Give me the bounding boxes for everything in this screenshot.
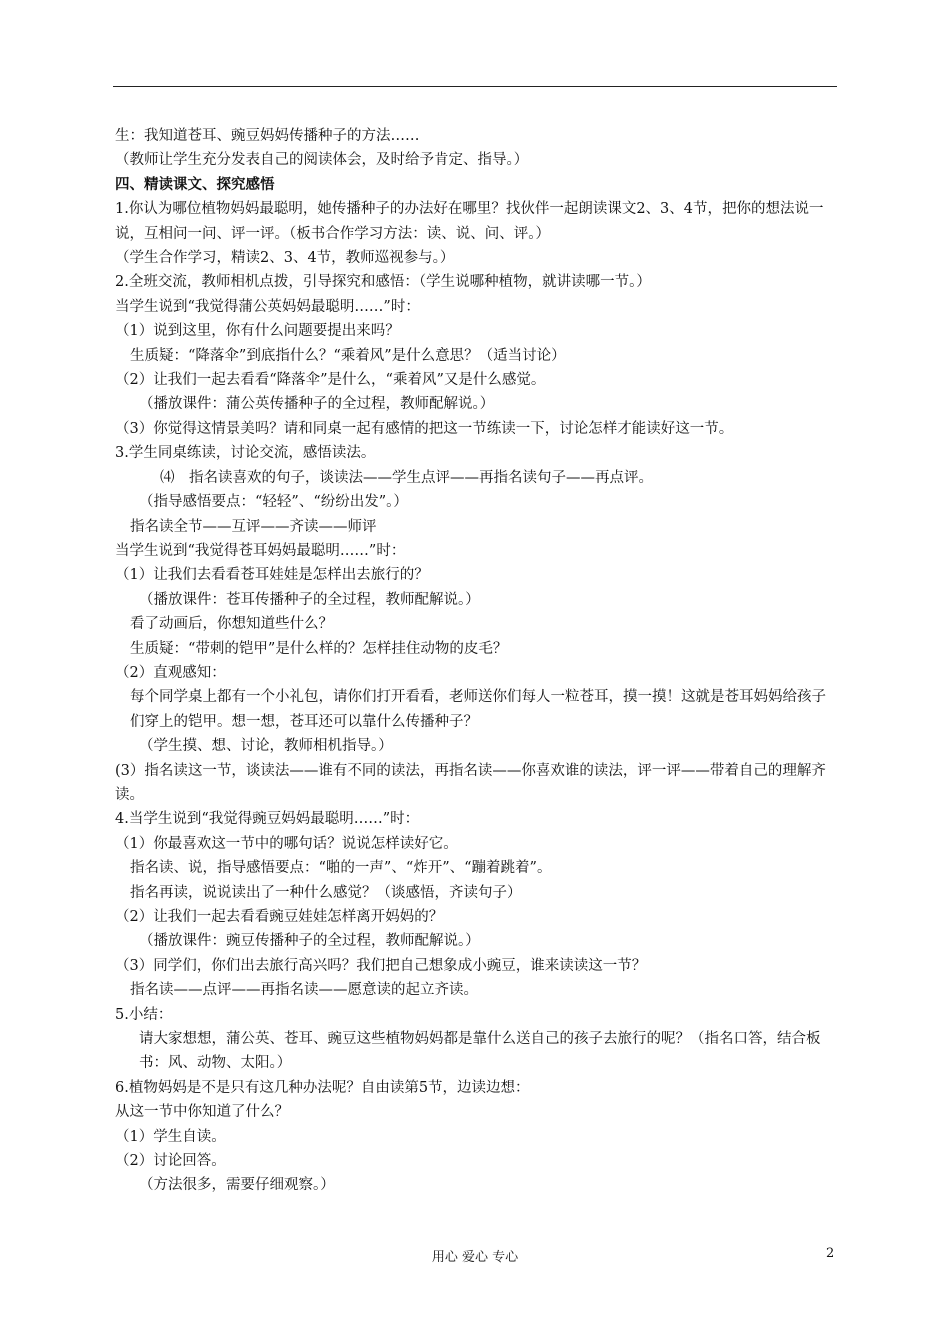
text-line: （1）让我们去看看苍耳娃娃是怎样出去旅行的？ <box>115 567 429 584</box>
page-number: 2 <box>826 1246 835 1261</box>
text-line: （学生合作学习，精读2、3、4节，教师巡视参与。） <box>115 250 455 267</box>
text-line: （1）说到这里，你有什么问题要提出来吗？ <box>115 323 400 340</box>
text-line: 指名再读，说说读出了一种什么感觉？（谈感悟，齐读句子） <box>130 884 522 901</box>
text-line: （3）你觉得这情景美吗？请和同桌一起有感情的把这一节练读一下，讨论怎样才能读好这一节。 <box>115 420 734 437</box>
page-footer: 用心 爱心 专心 <box>431 1250 519 1265</box>
text-line: 当学生说到“我觉得苍耳妈妈最聪明……”时： <box>115 542 406 559</box>
text-line: （3）同学们，你们出去旅行高兴吗？我们把自己想象成小豌豆，谁来读读这一节？ <box>115 957 647 974</box>
text-line: 指名读、说，指导感悟要点：“啪的一声”、“炸开”、“蹦着跳着”。 <box>130 860 552 877</box>
text-line: （2）让我们一起去看看豌豆娃娃怎样离开妈妈的？ <box>115 909 444 925</box>
text-line: （1）你最喜欢这一节中的哪句话？说说怎样读好它。 <box>115 835 458 852</box>
text-line: ⑷ 指名读喜欢的句子，谈读法——学生点评——再指名读句子——再点评。 <box>160 469 653 486</box>
text-line: 当学生说到“我觉得蒲公英妈妈最聪明……”时： <box>115 298 420 315</box>
text-line: （2）直观感知： <box>115 664 226 681</box>
text-line: （指导感悟要点：“轻轻”、“纷纷出发”。） <box>139 494 408 511</box>
text-line: 6.植物妈妈是不是只有这几种办法呢？自由读第5节，边读边想： <box>115 1079 530 1096</box>
text-line: 生质疑：“带刺的铠甲”是什么样的？怎样挂住动物的皮毛？ <box>130 640 508 657</box>
text-line: 2.全班交流，教师相机点拨，引导探究和感悟：（学生说哪种植物，就讲读哪一节。） <box>115 274 651 291</box>
document-body <box>115 124 835 1198</box>
text-line: (3）指名读这一节，谈读法——谁有不同的读法，再指名读——你喜欢谁的读法，评一评——带着自己的理解齐读。 <box>115 762 826 803</box>
text-line: （播放课件：豌豆传播种子的全过程，教师配解说。） <box>139 933 480 950</box>
text-line: 指名读——点评——再指名读——愿意读的起立齐读。 <box>130 982 478 999</box>
text-line: 生：我知道苍耳、豌豆妈妈传播种子的方法…… <box>115 128 420 144</box>
text-line: 4.当学生说到“我觉得豌豆妈妈最聪明……”时： <box>115 811 420 828</box>
text-line: （播放课件：苍耳传播种子的全过程，教师配解说。） <box>139 591 480 608</box>
text-line: （播放课件：蒲公英传播种子的全过程，教师配解说。） <box>139 396 495 413</box>
text-line: （学生摸、想、讨论，教师相机指导。） <box>139 738 393 755</box>
text-line: （1）学生自读。 <box>115 1128 226 1145</box>
text-line: 从这一节中你知道了什么？ <box>115 1104 289 1121</box>
text-line: 生质疑：“降落伞”到底指什么？“乘着风”是什么意思？（适当讨论） <box>130 347 566 364</box>
header-rule <box>113 86 837 87</box>
text-line: 看了动画后，你想知道些什么？ <box>130 616 333 633</box>
text-line: 指名读全节——互评——齐读——师评 <box>130 518 377 535</box>
text-line: （2）讨论回答。 <box>115 1153 226 1170</box>
text-line: 5.小结： <box>115 1006 173 1023</box>
text-line: （教师让学生充分发表自己的阅读体会，及时给予肯定、指导。） <box>115 152 529 169</box>
text-line: （2）让我们一起去看看“降落伞”是什么，“乘着风”又是什么感觉。 <box>115 372 546 389</box>
text-line: 四、精读课文、探究感悟 <box>115 175 275 193</box>
text-line: 每个同学桌上都有一个小礼包，请你们打开看看，老师送你们每人一粒苍耳，摸一摸！这就是苍耳妈妈给孩子们穿上的铠甲。想一想，苍耳还可以靠什么传播种子？ <box>130 689 826 730</box>
text-line: 1.你认为哪位植物妈妈最聪明，她传播种子的办法好在哪里？找伙伴一起朗读课文2、3、4节，把你的想法说一说，互相问一问、评一评。（板书合作学习方法：读、说、问、评。） <box>115 201 824 242</box>
text-line: 请大家想想，蒲公英、苍耳、豌豆这些植物妈妈都是靠什么送自己的孩子去旅行的呢？（指名口答，结合板书：风、动物、太阳。） <box>139 1031 821 1072</box>
text-line: 3.学生同桌练读，讨论交流，感悟读法。 <box>115 445 376 462</box>
text-line: （方法很多，需要仔细观察。） <box>139 1177 335 1194</box>
